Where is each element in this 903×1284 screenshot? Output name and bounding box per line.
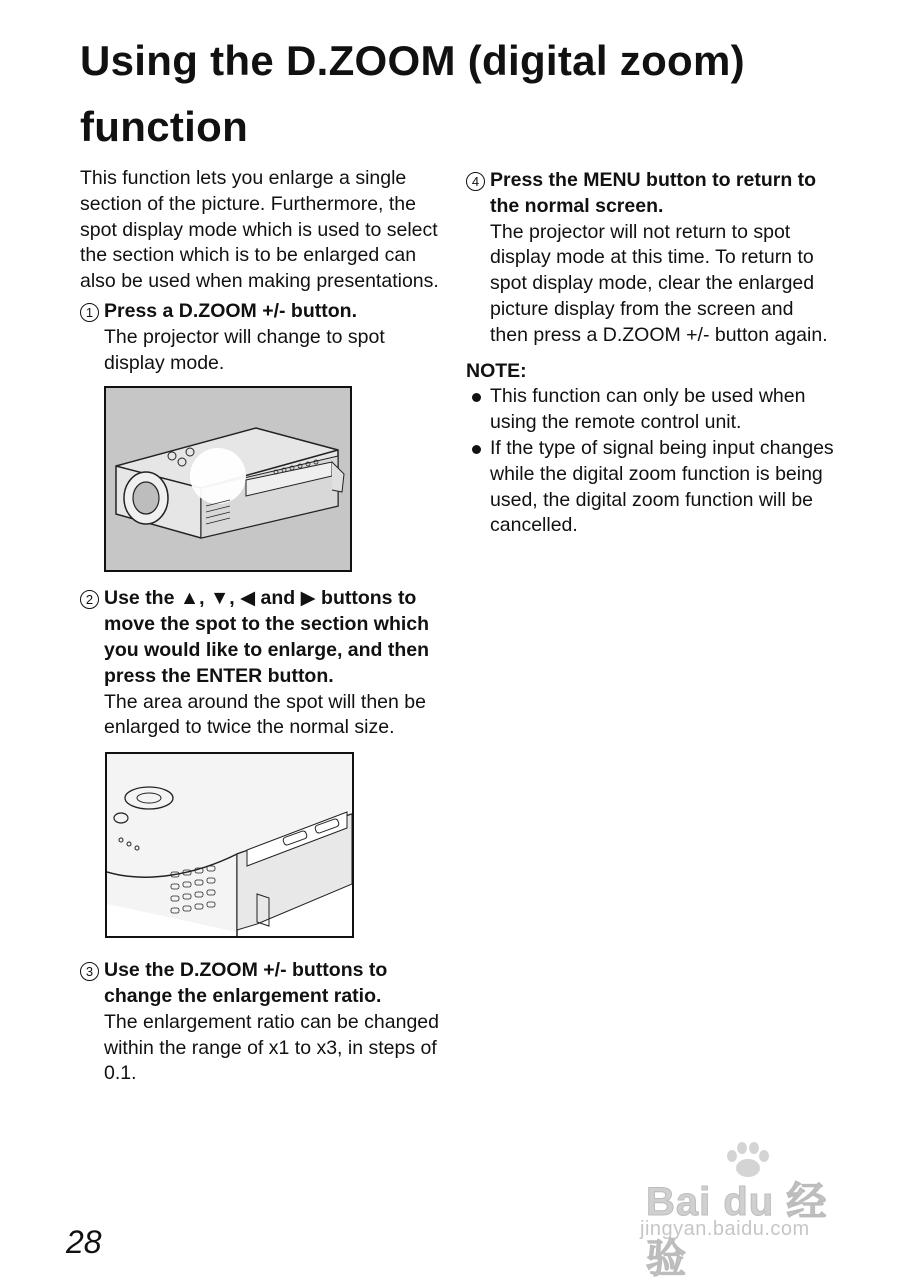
step-number-3: 3: [80, 962, 99, 981]
step-number-1: 1: [80, 303, 99, 322]
step-4-heading: Press the MENU button to return to the normal screen.: [490, 169, 817, 217]
enlarged-spot-illustration: [105, 752, 354, 938]
step-3-heading: Use the D.ZOOM +/- buttons to change the enlargement ratio.: [104, 959, 388, 1007]
step-number-2: 2: [80, 590, 99, 609]
watermark-brand: Bai du 经验: [646, 1180, 828, 1281]
projector-spot-image: [106, 388, 350, 570]
enlarged-projector-image: [107, 754, 352, 936]
page-number: 28: [66, 1224, 102, 1260]
note-item-1-text: This function can only be used when using the remote control unit.: [490, 385, 806, 434]
note-heading: NOTE:: [466, 359, 527, 382]
step-2-body: The area around the spot will then be enlarged to twice the normal size.: [104, 690, 426, 739]
baidu-watermark: [640, 1140, 860, 1281]
step-2-heading: Use the ▲, ▼, ◀ and ▶ buttons to move the spot to the section which you would like to enlarge, and then press the ENTER button.: [104, 587, 430, 687]
step-4: [466, 168, 836, 349]
step-number-4: 4: [466, 172, 485, 191]
bullet-icon: [472, 445, 481, 454]
step-4-body: The projector will not return to spot display mode at this time. To return to spot display mode, clear the enlarged picture display from the screen and then press a D.ZOOM +/- button again.: [490, 220, 828, 346]
right-column: [466, 168, 836, 539]
note-item-2: [466, 436, 836, 539]
step-2: [80, 586, 440, 741]
step-3: [80, 958, 440, 1087]
left-column: [80, 166, 440, 1087]
step-1-body: The projector will change to spot display mode.: [104, 325, 385, 374]
step-1: [80, 299, 440, 376]
page-title: Using the D.ZOOM (digital zoom) function: [80, 37, 745, 150]
note-item-2-text: If the type of signal being input changes while the digital zoom function is being used, the digital zoom function will be cancelled.: [490, 436, 834, 537]
watermark-url: jingyan.baidu.com: [640, 1218, 810, 1240]
step-3-body: The enlargement ratio can be changed within the range of x1 to x3, in steps of 0.1.: [104, 1010, 439, 1085]
note-item-1: [466, 384, 836, 436]
bullet-icon: [472, 393, 481, 402]
projector-spot-illustration: [104, 386, 352, 572]
intro-paragraph: This function lets you enlarge a single section of the picture. Furthermore, the spot display mode which is used to select the section which is to be enlarged can also be used when making presentations.: [80, 167, 439, 293]
step-1-heading: Press a D.ZOOM +/- button.: [104, 299, 357, 322]
